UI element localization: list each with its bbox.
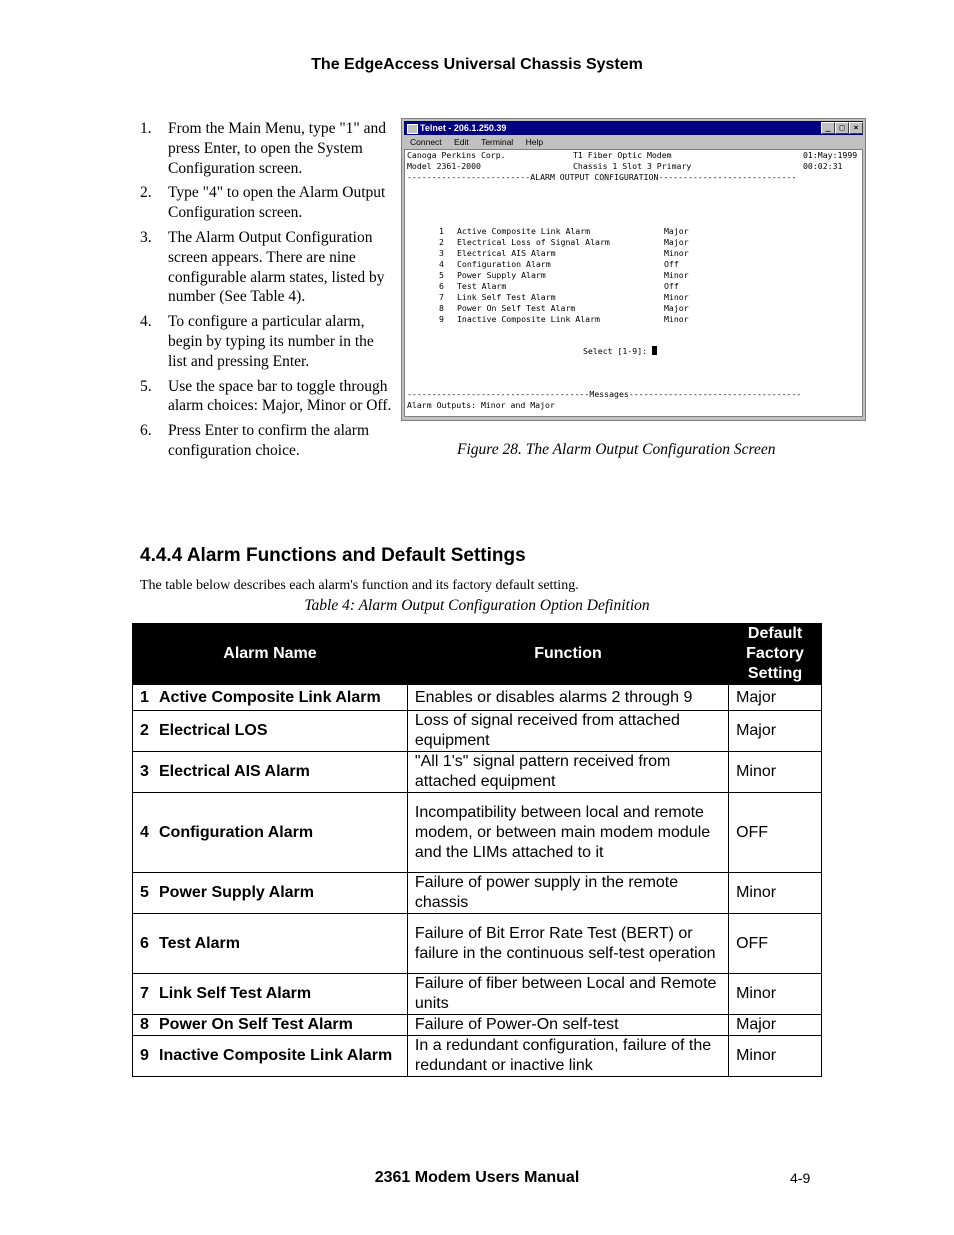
cell-default: Minor [729,873,822,914]
footer-title: 2361 Modem Users Manual [374,1169,580,1186]
cell-function: Failure of Bit Error Rate Test (BERT) or failure in the continuous self-test operation [407,914,728,974]
step-text: From the Main Menu, type "1" and press Enter, to open the System Configuration screen. [168,120,386,177]
maximize-button[interactable]: □ [835,122,849,134]
telnet-title: Telnet - 206.1.250.39 [420,123,507,133]
cell-function: "All 1's" signal pattern received from attached equipment [407,752,728,793]
term-location: Chassis 1 Slot 3 Primary [573,161,692,171]
alarm-name: Electrical AIS Alarm [159,763,310,780]
term-alarm-num: 2 [439,237,444,247]
term-alarm-name: Link Self Test Alarm [457,292,556,302]
table-row [133,1036,822,1077]
cell-alarm-name [133,1015,408,1036]
cell-alarm-name [133,793,408,873]
term-alarm-name: Inactive Composite Link Alarm [457,314,600,324]
col-header-alarm-name: Alarm Name [133,624,408,685]
intro-text: The table below describes each alarm's function and its factory default setting. [140,578,579,593]
term-alarm-num: 6 [439,281,444,291]
col-header-default: Default Factory Setting [729,624,822,685]
term-alarm-name: Electrical Loss of Signal Alarm [457,237,610,247]
alarm-number: 7 [140,985,149,1002]
term-alarm-num: 7 [439,292,444,302]
cell-alarm-name [133,711,408,752]
cell-alarm-name [133,914,408,974]
step-number: 1. [140,120,152,137]
section-title: 4.4.4 Alarm Functions and Default Settings [140,545,526,566]
step-text: The Alarm Output Configuration screen appears. There are nine configurable alarm states, listed by number (See Table 4). [168,228,385,306]
term-alarm-num: 9 [439,314,444,324]
telnet-window [401,118,866,421]
cursor-block [652,346,657,355]
term-alarm-name: Power On Self Test Alarm [457,303,576,313]
table-caption: Table 4: Alarm Output Configuration Option Definition [304,597,650,614]
cell-alarm-name [133,1036,408,1077]
step-item [140,119,395,178]
telnet-menu-bar [404,136,863,148]
cell-function: Enables or disables alarms 2 through 9 [407,685,728,711]
term-alarm-name: Active Composite Link Alarm [457,226,591,236]
table-header-row [133,624,822,685]
alarm-number: 8 [140,1016,149,1033]
table-row [133,914,822,974]
term-alarm-num: 5 [439,270,444,280]
cell-alarm-name [133,974,408,1015]
page-header: The EdgeAccess Universal Chassis System [311,56,643,73]
alarm-name: Power On Self Test Alarm [159,1016,353,1033]
alarm-name: Inactive Composite Link Alarm [159,1047,393,1064]
term-alarm-name: Electrical AIS Alarm [457,248,556,258]
term-alarm-value: Off [664,259,679,269]
step-item [140,228,395,307]
cell-default: OFF [729,793,822,873]
alarm-number: 6 [140,934,149,952]
alarm-number: 5 [140,884,149,901]
term-alarm-num: 8 [439,303,444,313]
alarm-number: 2 [140,722,149,739]
menu-edit[interactable]: Edit [454,137,469,147]
page-number: 4-9 [790,1170,811,1186]
term-product: T1 Fiber Optic Modem [573,150,672,160]
term-alarm-value: Minor [664,270,689,280]
step-number: 5. [140,377,152,395]
term-alarm-num: 1 [439,226,444,236]
alarm-number: 1 [140,688,149,706]
figure-caption: Figure 28. The Alarm Output Configuration Screen [457,441,776,458]
step-number: 2. [140,184,152,202]
term-prompt-text: Select [1-9]: [583,346,648,356]
alarm-number: 9 [140,1047,149,1064]
term-messages-bar: -------------------------------------Messages----------------------------------- [407,389,802,399]
step-text: Use the space bar to toggle through alarm choices: Major, Minor or Off. [168,377,392,415]
instruction-steps [140,119,395,466]
alarm-name: Active Composite Link Alarm [159,688,381,706]
term-alarm-name: Power Supply Alarm [457,270,546,280]
cell-function: Failure of Power-On self-test [407,1015,728,1036]
cell-alarm-name [133,752,408,793]
table-row [133,974,822,1015]
step-text: To configure a particular alarm, begin by typing its number in the list and pressing Enter. [168,313,374,370]
cell-alarm-name [133,873,408,914]
step-number: 3. [140,228,152,246]
cell-default: Major [729,1015,822,1036]
step-text: Press Enter to confirm the alarm configuration choice. [168,422,370,459]
cell-alarm-name [133,685,408,711]
table-row [133,1015,822,1036]
menu-terminal[interactable]: Terminal [481,137,514,147]
table-row [133,793,822,873]
term-banner: -------------------------ALARM OUTPUT CONFIGURATION---------------------------- [407,172,797,182]
alarm-name: Configuration Alarm [159,823,314,841]
alarm-options-table [132,623,822,1077]
terminal-screen[interactable] [404,149,863,417]
term-alarm-value: Major [664,226,689,236]
term-model: Model 2361-2000 [407,161,481,171]
term-time: 00:02:31 [803,161,843,171]
step-text: Type "4" to open the Alarm Output Configuration screen. [168,184,386,222]
alarm-name: Test Alarm [159,934,240,952]
term-alarm-value: Minor [664,314,689,324]
alarm-number: 3 [140,763,149,780]
step-number: 4. [140,313,152,331]
cell-default: Minor [729,1036,822,1077]
alarm-name: Link Self Test Alarm [159,985,312,1002]
cell-default: Major [729,685,822,711]
menu-connect[interactable]: Connect [410,137,442,147]
cell-function: Incompatibility between local and remote modem, or between main modem module and the LIMs attached to it [407,793,728,873]
term-alarm-value: Minor [664,248,689,258]
term-date: 01:May:1999 [803,150,858,160]
alarm-name: Electrical LOS [159,722,268,739]
step-item [140,312,395,371]
alarm-number: 4 [140,823,149,841]
close-button[interactable]: × [849,122,863,134]
term-alarm-value: Off [664,281,679,291]
telnet-title-bar[interactable] [404,121,863,135]
term-company: Canoga Perkins Corp. [407,150,506,160]
term-alarm-value: Major [664,237,689,247]
cell-default: Major [729,711,822,752]
step-item [140,421,395,461]
cell-default: OFF [729,914,822,974]
cell-default: Minor [729,974,822,1015]
term-message: Alarm Outputs: Minor and Major [407,400,555,410]
term-alarm-name: Configuration Alarm [457,259,551,269]
term-alarm-num: 4 [439,259,444,269]
minimize-button[interactable]: _ [821,122,835,134]
term-alarm-value: Minor [664,292,689,302]
cell-function: In a redundant configuration, failure of the redundant or inactive link [407,1036,728,1077]
cell-function: Failure of power supply in the remote chassis [407,873,728,914]
cell-function: Loss of signal received from attached equipment [407,711,728,752]
table-row [133,752,822,793]
term-select-prompt [583,346,657,357]
cell-function: Failure of fiber between Local and Remote units [407,974,728,1015]
table-row [133,711,822,752]
table-row [133,685,822,711]
menu-help[interactable]: Help [525,137,544,147]
term-alarm-value: Major [664,303,689,313]
term-alarm-name: Test Alarm [457,281,507,291]
cell-default: Minor [729,752,822,793]
alarm-name: Power Supply Alarm [159,884,314,901]
telnet-app-icon [407,124,418,134]
term-alarm-num: 3 [439,248,444,258]
step-item [140,377,395,417]
table-row [133,873,822,914]
col-header-function: Function [407,624,728,685]
step-number: 6. [140,422,152,440]
step-item [140,183,395,223]
